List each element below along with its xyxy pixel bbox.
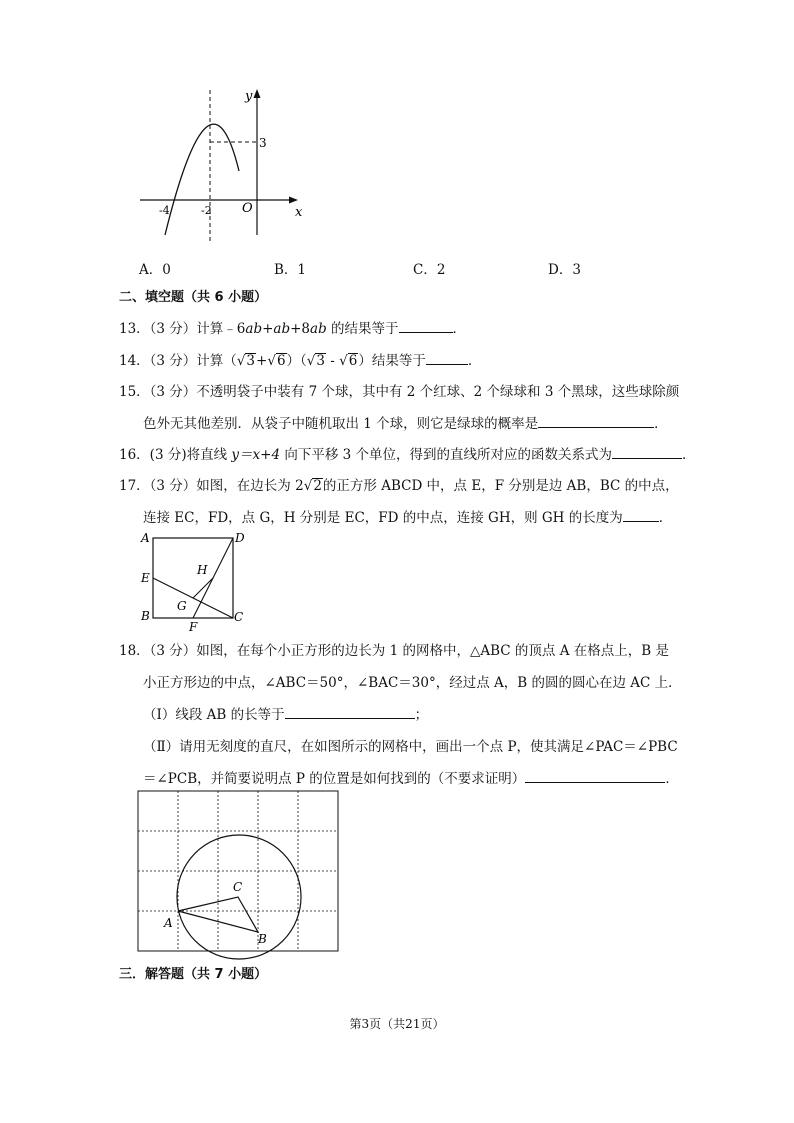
option-a: A．0 [139, 262, 171, 278]
question-18-line1: 18．（3 分）如图，在每个小正方形的边长为 1 的网格中，△ABC 的顶点 A 在格点上，B 是 [119, 643, 669, 659]
question-16: 16．(3 分)将直线 y＝x+4 向下平移 3 个单位，得到的直线所对应的函数关系式为 ． [119, 444, 696, 465]
svg-text:F: F [189, 620, 198, 634]
x-tick-label-2: -2 [201, 204, 212, 217]
square-figure [135, 528, 255, 634]
svg-text:E: E [141, 571, 150, 585]
section-title-solutions: 三．解答题（共 7 小题） [119, 967, 268, 982]
svg-text:G: G [177, 599, 187, 613]
svg-text:C: C [234, 610, 244, 624]
svg-text:A: A [164, 916, 173, 930]
question-18-part2-line1: （Ⅱ）请用无刻度的直尺，在如图所示的网格中，画出一个点 P，使其满足∠PAC＝∠PBC [143, 739, 678, 755]
svg-text:D: D [235, 531, 245, 545]
y-axis-label: y [245, 89, 253, 104]
question-13: 13．（3 分）计算﹣6ab+ab+8ab 的结果等于 ． [119, 318, 466, 339]
y-tick-label: 3 [259, 136, 267, 150]
svg-text:H: H [197, 563, 208, 577]
svg-text:A: A [141, 531, 150, 545]
question-15-line2: 色外无其他差别．从袋子中随机取出 1 个球，则它是绿球的概率是 ． [143, 413, 668, 434]
option-d: D．3 [548, 262, 581, 278]
question-18-part2-line2: ＝∠PCB，并简要说明点 P 的位置是如何找到的（不要求证明） ． [143, 768, 679, 789]
option-b: B．1 [274, 262, 307, 278]
option-c: C．2 [413, 262, 446, 278]
svg-text:C: C [233, 880, 243, 894]
parabola-figure [135, 85, 310, 245]
x-axis-label: x [295, 205, 303, 220]
origin-label: O [242, 201, 253, 216]
question-18-part1: （Ⅰ）线段 AB 的长等于 ； [143, 704, 428, 725]
question-15-line1: 15．（3 分）不透明袋子中装有 7 个球，其中有 2 个红球、2 个绿球和 3 个黑球，这些球除颜 [119, 384, 680, 400]
section-title-fill-in: 二、填空题（共 6 小题） [119, 290, 268, 305]
question-17-line2: 连接 EC，FD，点 G，H 分别是 EC，FD 的中点，连接 GH，则 GH 的长度为 ． [143, 507, 672, 528]
question-14: 14．（3 分）计算（√3+√6）（√3 - √6）结果等于 ． [119, 350, 481, 371]
answer-blank [399, 318, 453, 333]
answer-blank [285, 704, 415, 719]
answer-blank [426, 350, 468, 365]
svg-text:B: B [258, 932, 267, 946]
x-tick-label-1: -4 [159, 204, 170, 217]
answer-blank [538, 413, 654, 428]
answer-blank [623, 507, 659, 522]
svg-text:B: B [141, 609, 150, 623]
answer-blank [525, 768, 665, 783]
grid-circle-figure [130, 785, 350, 960]
question-18-line2: 小正方形边的中点，∠ABC＝50°，∠BAC＝30°，经过点 A，B 的圆的圆心在边 AC 上． [143, 675, 682, 691]
question-17-line1: 17．（3 分）如图，在边长为 2√2的正方形 ABCD 中，点 E，F 分别是边 AB，BC 的中点， [119, 478, 679, 494]
answer-blank [612, 444, 682, 459]
page-footer: 第3页（共21页） [349, 1017, 445, 1031]
